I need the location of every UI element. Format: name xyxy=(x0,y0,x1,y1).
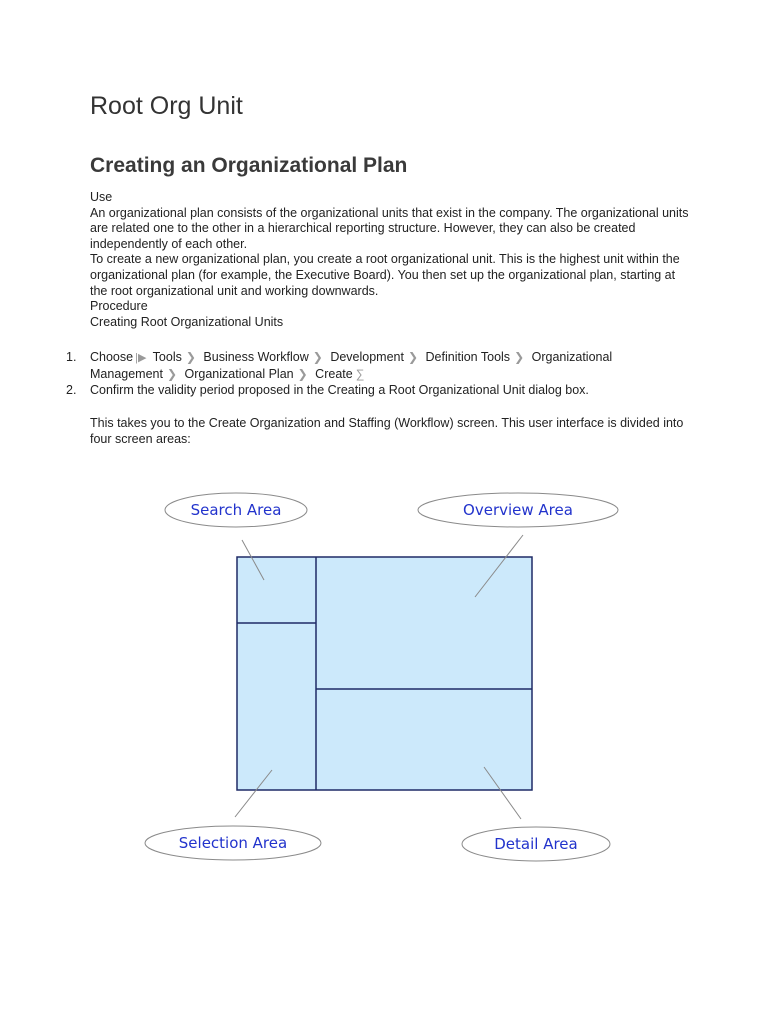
procedure-subtitle: Creating Root Organizational Units xyxy=(90,314,284,329)
chevron-right-icon: ❯ xyxy=(312,350,323,364)
menu-path-item: Tools xyxy=(152,350,182,364)
menu-path-item: Definition Tools xyxy=(425,350,511,364)
overview-area-label: Overview Area xyxy=(463,501,573,519)
menu-path-item: Development xyxy=(330,350,404,364)
procedure-label: Procedure xyxy=(90,299,148,314)
paragraph-1: An organizational plan consists of the organizational units that exist in the company. The organizational units are related one to the other in a hierarchical reporting structure. However, they can also be created independently of each other. xyxy=(90,205,689,251)
chevron-right-icon: ❯ xyxy=(514,350,525,364)
step-number: 1. xyxy=(66,350,77,364)
search-area-label: Search Area xyxy=(190,501,282,519)
menu-path-item: Organizational xyxy=(531,350,613,364)
menu-path-start-icon: |▶ xyxy=(135,352,147,364)
menu-path-item: Create xyxy=(315,367,353,381)
detail-area-label: Detail Area xyxy=(494,835,578,853)
chevron-right-icon: ❯ xyxy=(407,350,419,364)
paragraph-2: To create a new organizational plan, you create a root organizational unit. This is the highest unit within the organizational plan (for example, the Executive Board). You then set up the organizational plan, starting at the root organizational unit and working downwards. xyxy=(90,252,680,298)
page-title: Root Org Unit xyxy=(90,92,243,120)
menu-path-item: Business Workflow xyxy=(203,350,309,364)
menu-path-item: Organizational Plan xyxy=(184,367,294,381)
step-text: Confirm the validity period proposed in the Creating a Root Organizational Unit dialog box. xyxy=(90,383,589,397)
chevron-right-icon: ❯ xyxy=(185,350,196,364)
screen-areas-text: This takes you to the Create Organization and Staffing (Workflow) screen. This user interface is divided into four screen areas: xyxy=(90,416,684,446)
screen-frame xyxy=(237,557,532,790)
section-heading: Creating an Organizational Plan xyxy=(90,154,408,177)
chevron-right-icon: ❯ xyxy=(166,367,178,381)
menu-path-end-icon: ∑ xyxy=(355,367,365,381)
step-number: 2. xyxy=(66,383,77,397)
choose-word: Choose xyxy=(90,350,134,364)
chevron-right-icon: ❯ xyxy=(297,367,308,381)
screen-layout xyxy=(237,557,532,790)
menu-path-item: Management xyxy=(90,367,163,381)
use-label: Use xyxy=(90,190,113,204)
selection-area-label: Selection Area xyxy=(178,834,288,852)
